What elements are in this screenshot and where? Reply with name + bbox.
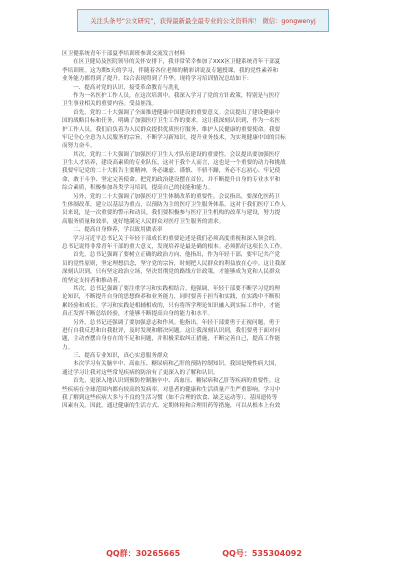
document-line: 题，主动查摆自身存在的不足和问题，并积极采取纠正措施，不断完善自己，提高工作能 — [62, 336, 281, 343]
document-line: 牢记全心全意为人民服务的宗旨，不断学习新知识，提升业务技术，为实现健康中国的目标 — [62, 134, 286, 141]
document-line: 另外，党的二十大强调了加强医疗卫生体制改革的重要性。会议指出，要深化医药卫 — [73, 193, 280, 200]
promo-banner — [77, 9, 329, 32]
footer-qq-group: QQ群：30265665 — [106, 549, 181, 558]
document-line: 而努力奋斗。 — [62, 143, 96, 150]
document-line: 首先，党的二十大强调了全面推进健康中国建设的重要意义。会议提出了建设健康中 — [73, 109, 280, 116]
document-line: 其次，总书记强调了要注重学习和实践相结合。他强调，年轻干部要不断学习党的理 — [73, 285, 280, 292]
document-line: 进行自我反思和自我批评，及时发现和解决问题。这让我深刻认识到，我们要勇于面对问 — [62, 327, 281, 334]
document-line: 员的党性原则，坚定理想信念，坚守党的宗旨，时刻把人民群众的利益放在心中。这让我深 — [62, 260, 286, 267]
document-line: 国的战略目标和任务，明确了加强医疗卫生工作的要求。这让我深刻认识到，作为一名医 — [62, 118, 281, 125]
document-line: 员来说，是一次重要的警示和动员。我们要积极参与医疗卫生机构的改革与建设，努力提 — [62, 210, 281, 217]
document-line: 季培训班。这为期5天的学习，伴随着各位老师的精彩讲说及专题授课，我的党性素养和 — [62, 67, 279, 74]
document-line: 卫生人才培养，建设高素质的专业队伍。这对于我个人而言，这也是一个重要的动力和挑战 — [62, 160, 286, 167]
document-line: 在区卫健局及医院领导的关怀安排下，我非常荣幸参加了XXX区卫健系统青年干部夏 — [73, 59, 281, 66]
document-line: 学习习近平总书记关于年轻干部成长的重要论述是我们必须高度重视和深入领会的。 — [73, 235, 280, 242]
document-line: 通过学习让我对这些常见疾病的防治有了更深入的了解和认识。 — [62, 369, 219, 376]
document-line: 的坚定支持者和推动者。 — [62, 277, 124, 284]
document-line: 生体制改革，建立以基层为重点，以预防为主的医疗卫生服务体系。这对于我们医疗工作人 — [62, 202, 286, 209]
document-line: 因素有关。因此，通过健康的生活方式、定期体检和合理用药等措施，可以从根本上有效 — [62, 403, 281, 410]
document-line: 高服务质量和效率，更好地满足人民群众对医疗卫生服务的需求。 — [62, 218, 225, 225]
document-line: 二、提高自身修养，学以致用做表率 — [73, 227, 163, 234]
document-line: 其次，党的二十大强调了加强医疗卫生人才队伍建设的重要性。会议提出要加强医疗 — [73, 151, 280, 158]
document-line: 真正发挥不断总结经验，才能够不断提高自身的能力和水平。 — [62, 311, 214, 318]
document-line: 我要牢记党的二十大报告主要精神，务必谦虚、谨慎、不骄不躁，务必不忘初心、牢记使 — [62, 168, 281, 175]
promo-banner-text: 关注头条号“公文研究”，获得最新最全最专业的公文资料库！ 微信：gongwenyj — [90, 18, 316, 25]
footer-qq-number: QQ号：535304092 — [222, 549, 302, 558]
document-line: 命，敢于斗争、坚定完善使命。把党的政治建设摆在首位，并不断提升自身的专业水平和 — [62, 176, 281, 183]
document-body — [62, 50, 352, 411]
document-line: 力。 — [62, 344, 74, 351]
document-line: 护工作人员，我们肩负着为人民群众提供优质医疗服务，维护人民健康的重要使命。我要 — [62, 126, 281, 133]
document-line: 本次学习有关脑卒中、高血压、糖尿病和乙肝的预防控制知识，我国是慢性病大国， — [73, 361, 280, 368]
document-line: 综合素质，积极参加各类学习培训，提高自己的技能和能力。 — [62, 185, 214, 192]
document-line: 卫生事业相关的重要内容。受益匪浅。 — [62, 101, 158, 108]
document-line: 业务能力都得到了提升。综合表现得到了升华。现将学习培训情况总结如下： — [62, 76, 253, 83]
document-line: 总书记说得非常青年干部的重大意义，发现培养是最是确的根本。必须抓好这项长久工作。 — [62, 243, 286, 250]
document-line: 些疾病在全球范围内都有较高的发病率，对患者的健康和生活质量产生严重影响。学习中 — [62, 386, 281, 393]
document-line: 我了解到这些疾病大多与不良的生活习惯（如不合理的饮食、缺乏运动等）、基因遗传等 — [62, 395, 278, 402]
document-line: 区卫健系统青年干部夏季培训班参训交流发言材料 — [62, 51, 186, 57]
document-line: 另外，总书记还强调了要加强意志和作风。他指出，年轻干部要勇于正视问题，勇于 — [73, 319, 280, 326]
document-line: 首先，总书记强调了要树立正确的政治方向、他指出，作为年轻干部，要牢记共产党 — [73, 252, 280, 259]
document-line: 论知识，不断提升自身的思想修养和业务能力，同时要善于担当和实践，在实践中不断积 — [62, 294, 281, 301]
document-line: 首先，更深入地认识到预防控制脑卒中、高血压、糖尿病和乙肝等疾病的重要性。这 — [73, 378, 280, 385]
document-line: 深刻认识到，只有坚定政治立场，坚决贯彻党的路线方针政策，才能够成为党和人民群众 — [62, 269, 281, 276]
footer — [0, 548, 408, 559]
document-line: 一、提高对党的认识，接受革命教育与洗礼 — [73, 84, 180, 91]
document-line: 三、提高专业知识，真心实意服务群众 — [73, 353, 169, 360]
document-line: 作为一名医护工作人员，在这次培训中，我深入学习了党的方针政策，特别是与医疗 — [73, 92, 280, 99]
document-line: 累经验和成长。学习和实践是相辅相成的，只有将所学理论知识融入到实际工作中，才能 — [62, 302, 281, 309]
